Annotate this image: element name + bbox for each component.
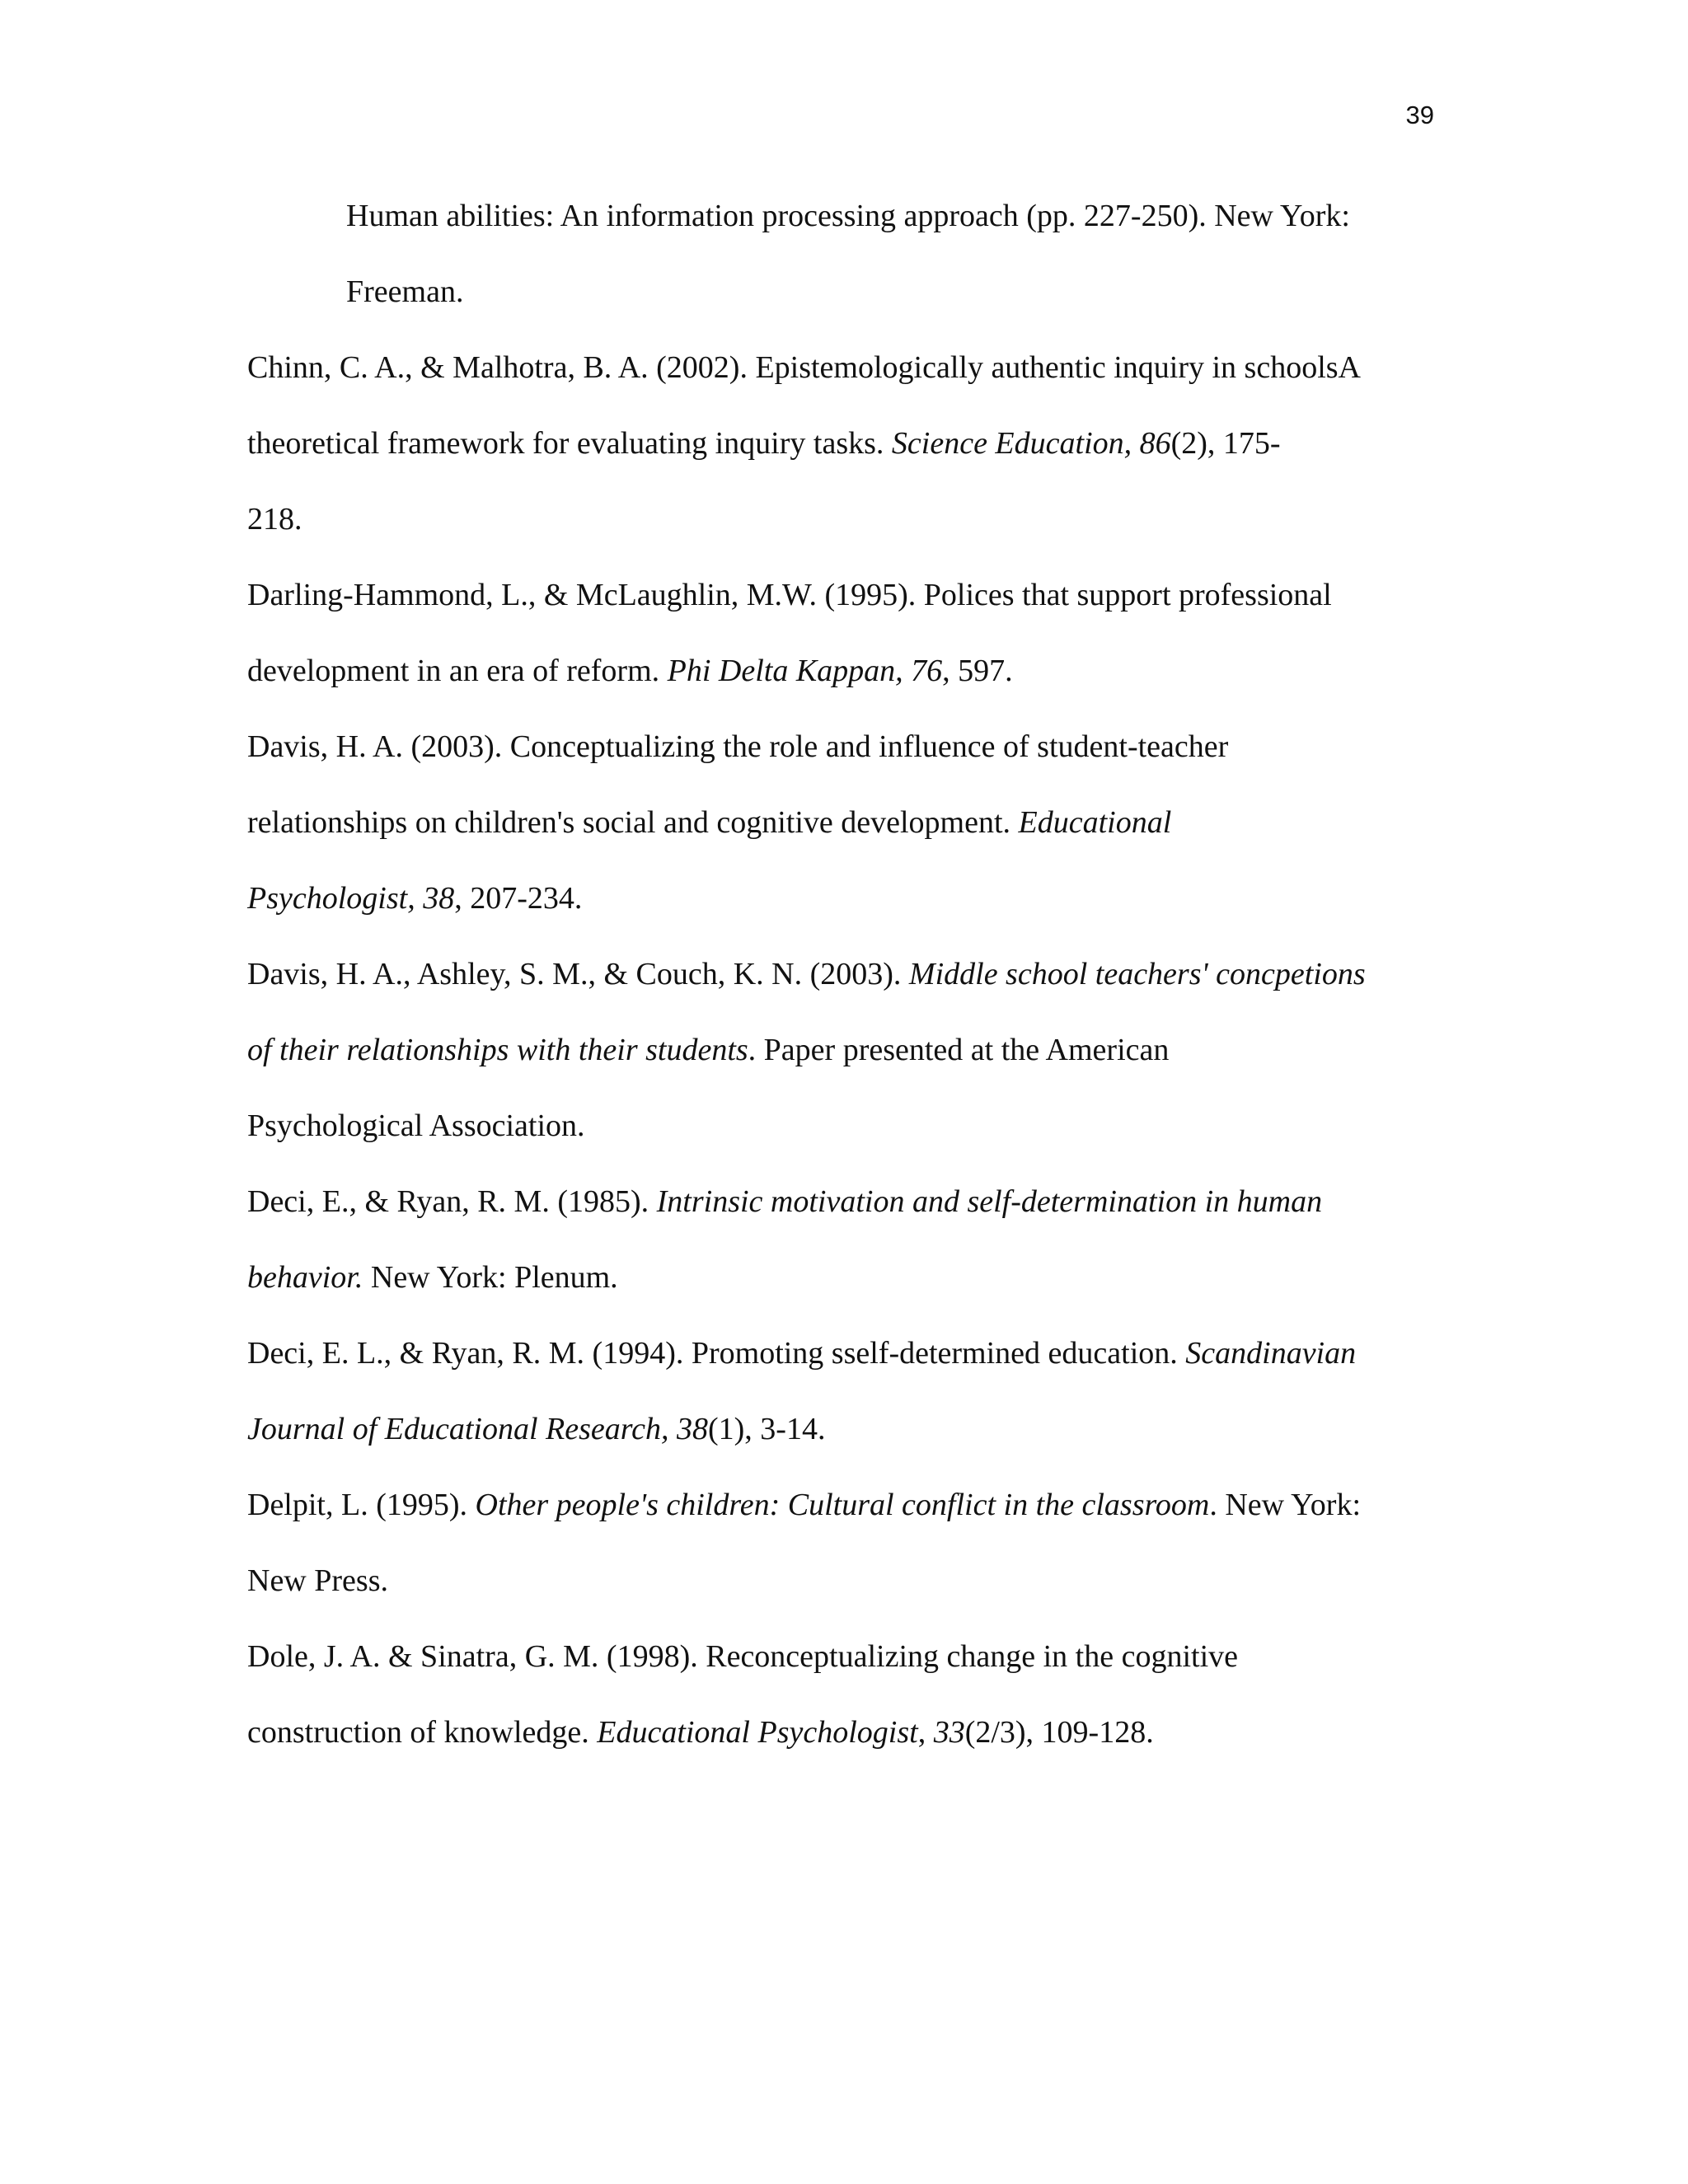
- reference-line: [346, 254, 1451, 330]
- reference-text: Deci, E. L., & Ryan, R. M. (1994). Promoting sself-determined education.: [247, 1336, 1186, 1371]
- reference-line: [247, 330, 1451, 405]
- reference-line: [247, 1391, 1451, 1467]
- reference-italic-text: Other people's children: Cultural conflict in the classroom: [475, 1488, 1210, 1522]
- reference-entry: [247, 1164, 1451, 1315]
- reference-text: construction of knowledge.: [247, 1715, 598, 1750]
- reference-italic-text: Journal of Educational Research, 38: [247, 1412, 708, 1446]
- reference-text: Dole, J. A. & Sinatra, G. M. (1998). Reconceptualizing change in the cognitive: [247, 1639, 1238, 1674]
- reference-line: [247, 1012, 1451, 1088]
- reference-text: ,: [917, 1715, 934, 1750]
- reference-line: [247, 709, 1451, 785]
- reference-line: [247, 860, 1451, 936]
- reference-italic-text: of their relationships with their students: [247, 1033, 748, 1067]
- reference-list: [247, 178, 1451, 1770]
- reference-entry: [247, 1315, 1451, 1467]
- reference-entry: [247, 330, 1451, 557]
- reference-text: New Press.: [247, 1563, 388, 1598]
- reference-text: 218.: [247, 502, 302, 537]
- reference-text: Freeman.: [346, 274, 464, 309]
- reference-italic-text: Educational Psychologist: [597, 1715, 918, 1750]
- reference-entry: [247, 1467, 1451, 1619]
- reference-text: , 207-234.: [454, 881, 583, 916]
- reference-text: (2), 175-: [1170, 426, 1281, 461]
- reference-italic-text: behavior.: [247, 1260, 363, 1295]
- reference-line: [247, 1164, 1451, 1240]
- reference-line: [247, 481, 1451, 557]
- reference-text: . New York:: [1209, 1488, 1362, 1522]
- reference-line: [247, 405, 1451, 481]
- reference-entry: [247, 709, 1451, 936]
- page-number: 39: [1405, 101, 1434, 129]
- reference-line: [247, 1619, 1451, 1694]
- reference-text: Davis, H. A. (2003). Conceptualizing the role and influence of student-teacher: [247, 729, 1229, 764]
- reference-italic-text: Psychologist, 38: [247, 881, 455, 916]
- reference-entry-continued: [247, 178, 1451, 330]
- reference-text: (2/3), 109-128.: [964, 1715, 1154, 1750]
- reference-line: [247, 1543, 1451, 1619]
- reference-line: [247, 1694, 1451, 1770]
- reference-text: , 597.: [942, 654, 1013, 688]
- reference-line: [247, 1315, 1451, 1391]
- reference-entry: [247, 936, 1451, 1164]
- reference-text: theoretical framework for evaluating inquiry tasks.: [247, 426, 892, 461]
- reference-line: [247, 1088, 1451, 1164]
- reference-italic-text: Science Education, 86: [891, 426, 1171, 461]
- reference-text: Psychological Association.: [247, 1108, 585, 1143]
- reference-italic-text: Intrinsic motivation and self-determination in human: [656, 1184, 1323, 1219]
- reference-line: [247, 557, 1451, 633]
- reference-text: Deci, E., & Ryan, R. M. (1985).: [247, 1184, 657, 1219]
- reference-line: [247, 936, 1451, 1012]
- reference-italic-text: Middle school teachers' concpetions: [908, 957, 1366, 991]
- reference-italic-text: Scandinavian: [1185, 1336, 1357, 1371]
- reference-text: relationships on children's social and cognitive development.: [247, 805, 1019, 840]
- reference-italic-text: 33: [933, 1715, 965, 1750]
- reference-line: [247, 1240, 1451, 1315]
- reference-text: development in an era of reform.: [247, 654, 668, 688]
- reference-text: Delpit, L. (1995).: [247, 1488, 476, 1522]
- reference-entry: [247, 1619, 1451, 1770]
- reference-line: [247, 1467, 1451, 1543]
- reference-line: [346, 178, 1451, 254]
- reference-text: . Paper presented at the American: [748, 1033, 1170, 1067]
- reference-line: [247, 633, 1451, 709]
- reference-text: (1), 3-14.: [708, 1412, 826, 1446]
- reference-text: Davis, H. A., Ashley, S. M., & Couch, K. N. (2003).: [247, 957, 909, 991]
- reference-text: Human abilities: An information processing approach (pp. 227-250). New York:: [346, 199, 1350, 233]
- reference-italic-text: Educational: [1018, 805, 1172, 840]
- reference-line: [247, 785, 1451, 860]
- reference-text: Darling-Hammond, L., & McLaughlin, M.W. (1995). Polices that support professional: [247, 578, 1332, 612]
- reference-entry: [247, 557, 1451, 709]
- reference-text: New York: Plenum.: [363, 1260, 618, 1295]
- reference-italic-text: Phi Delta Kappan, 76: [667, 654, 943, 688]
- reference-text: Chinn, C. A., & Malhotra, B. A. (2002). Epistemologically authentic inquiry in schoolsA: [247, 350, 1361, 385]
